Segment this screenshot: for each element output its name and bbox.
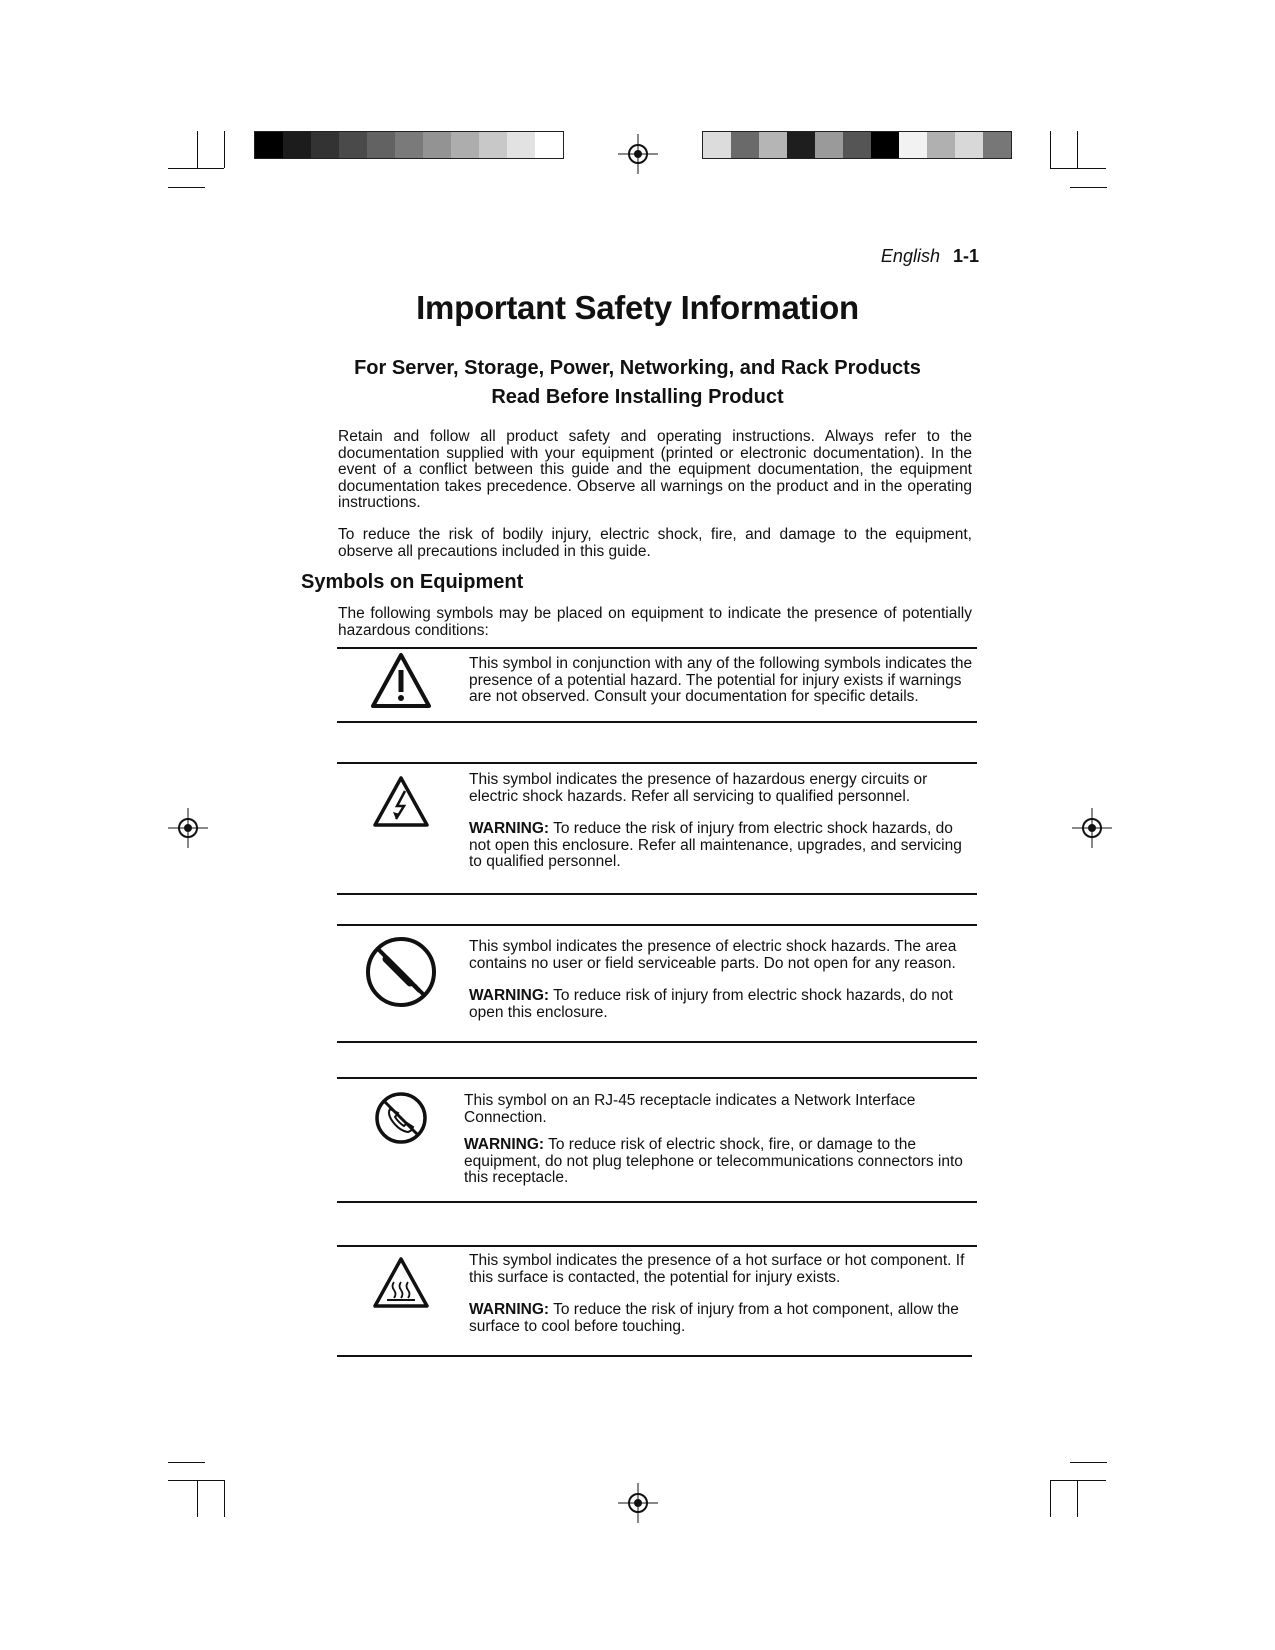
- table-rule: [337, 721, 977, 723]
- section-intro: The following symbols may be placed on equipment to indicate the presence of potentially hazardous conditions:: [338, 605, 972, 639]
- intro-paragraph: Retain and follow all product safety and operating instructions. Always refer to the documentation supplied with your equipment (printed or electronic documentation). In the event of a conflict between this guide and the equipment documentation, the equipment documentation takes precedence. Observe all warnings on the product and in the operating instructions.: [338, 428, 972, 511]
- table-rule: [337, 924, 977, 926]
- page-title: Important Safety Information: [416, 289, 859, 326]
- registration-target-icon: [618, 1483, 658, 1523]
- symbol-warning: [464, 1137, 968, 1187]
- gray-scale-bar-right: [702, 131, 1012, 159]
- hot-surface-icon: [372, 1256, 430, 1310]
- gray-scale-bar-left: [254, 131, 564, 159]
- symbol-description: [464, 1093, 968, 1203]
- symbol-warning: [469, 821, 973, 871]
- subtitle-read-before: Read Before Installing Product: [491, 386, 784, 408]
- registration-target-icon: [168, 808, 208, 848]
- table-rule: [337, 1041, 977, 1043]
- registration-target-icon: [618, 134, 658, 174]
- symbol-description: [469, 656, 973, 722]
- symbol-description-text: This symbol in conjunction with any of the following symbols indicates the presence of a potential hazard. The potential for injury exists if warnings are not observed. Consult your documentation for specific details.: [469, 655, 973, 705]
- symbol-warning: [469, 1302, 973, 1335]
- table-rule: [337, 893, 977, 895]
- header-language: English: [880, 246, 940, 266]
- symbol-description-text: This symbol indicates the presence of a hot surface or hot component. If this surface is contacted, the potential for injury exists.: [469, 1252, 965, 1286]
- symbol-description: [469, 939, 973, 1037]
- warning-text: To reduce risk of injury from electric shock hazards, do not open this enclosure.: [469, 987, 953, 1021]
- table-rule: [337, 1077, 977, 1079]
- table-rule: [337, 762, 977, 764]
- page-header: [881, 246, 979, 267]
- section-heading: Symbols on Equipment: [301, 571, 524, 593]
- warning-label: WARNING:: [469, 1301, 550, 1318]
- table-rule: [337, 1201, 977, 1203]
- warning-text: To reduce risk of electric shock, fire, or damage to the equipment, do not plug telephone or telecommunications connectors into this receptacle.: [464, 1136, 963, 1186]
- warning-text: To reduce the risk of injury from a hot component, allow the surface to cool before touching.: [469, 1301, 959, 1335]
- no-tools-icon: [364, 935, 438, 1009]
- symbol-description: [469, 1253, 973, 1351]
- symbol-description-text: This symbol on an RJ-45 receptacle indicates a Network Interface Connection.: [464, 1092, 916, 1126]
- table-rule: [337, 647, 977, 649]
- warning-label: WARNING:: [469, 987, 550, 1004]
- page-number: 1-1: [952, 246, 979, 266]
- caution-triangle-icon: [370, 652, 432, 710]
- symbol-warning: [469, 988, 973, 1021]
- warning-text: To reduce the risk of injury from electric shock hazards, do not open this enclosure. Refer all maintenance, upgrades, and servicing to qualified personnel.: [469, 820, 962, 870]
- symbol-description-text: This symbol indicates the presence of electric shock hazards. The area contains no user or field serviceable parts. Do not open for any reason.: [469, 938, 957, 972]
- table-rule: [337, 1245, 977, 1247]
- electric-hazard-icon: [372, 775, 430, 829]
- warning-label: WARNING:: [464, 1136, 545, 1153]
- symbol-description: [469, 772, 973, 887]
- registration-target-icon: [1072, 808, 1112, 848]
- intro-paragraph: To reduce the risk of bodily injury, electric shock, fire, and damage to the equipment, observe all precautions included in this guide.: [338, 526, 972, 560]
- no-telephone-icon: [373, 1090, 429, 1146]
- subtitle-products: For Server, Storage, Power, Networking, and Rack Products: [354, 357, 921, 379]
- table-rule: [337, 1355, 972, 1357]
- warning-label: WARNING:: [469, 820, 550, 837]
- symbol-description-text: This symbol indicates the presence of hazardous energy circuits or electric shock hazards. Refer all servicing to qualified personnel.: [469, 771, 928, 805]
